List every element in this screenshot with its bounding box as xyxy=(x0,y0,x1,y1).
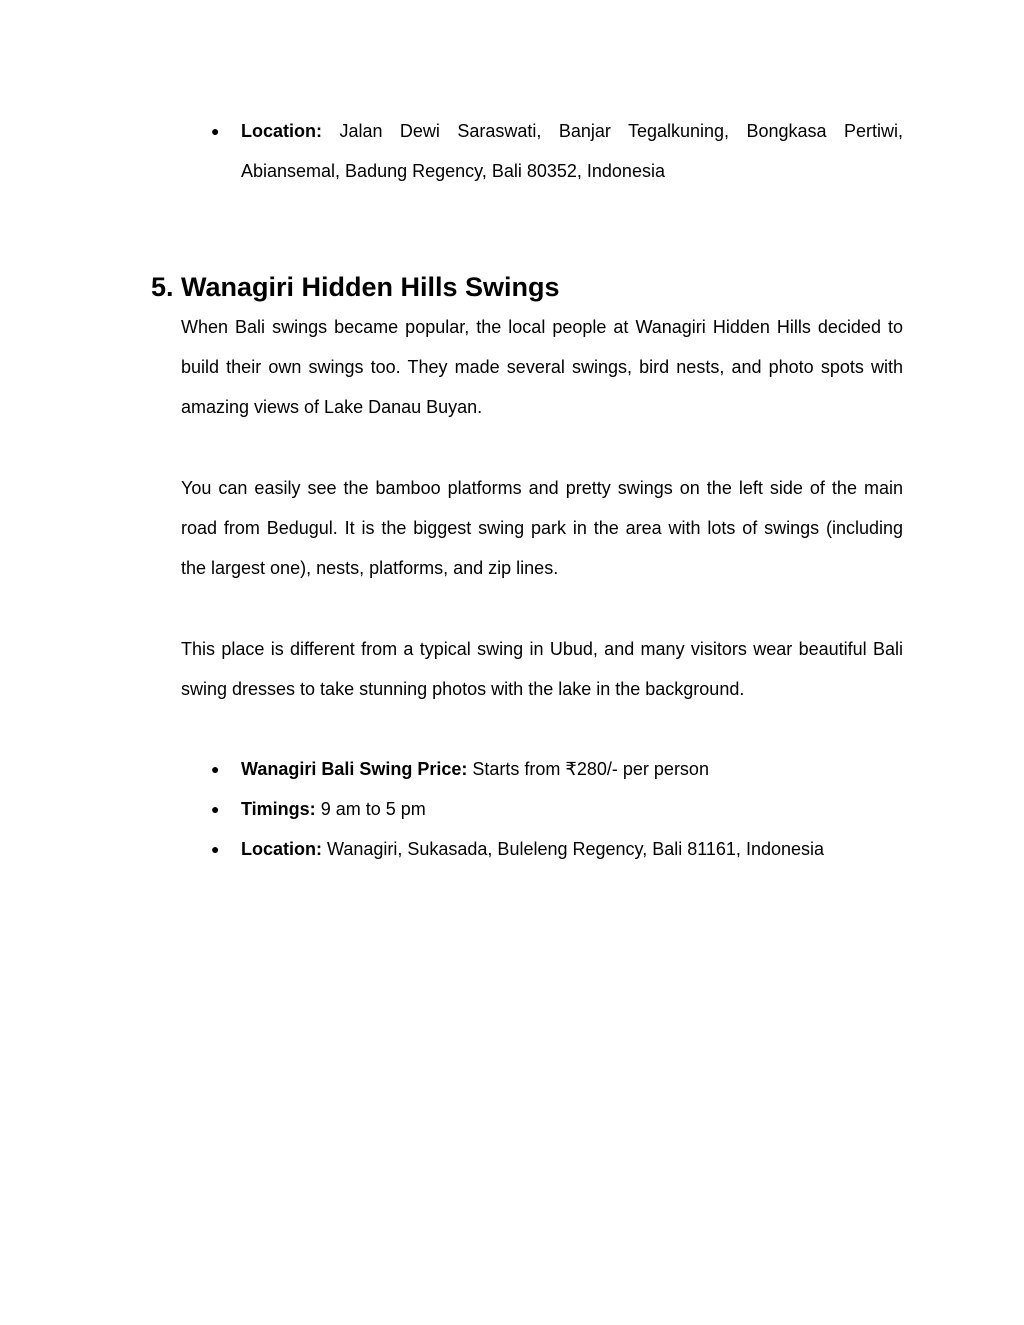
location-list-item xyxy=(211,111,903,191)
bullet-icon: ● xyxy=(211,801,220,817)
timings-text: 9 am to 5 pm xyxy=(320,799,426,819)
price-label: Wanagiri Bali Swing Price: xyxy=(241,759,468,779)
location-text: Wanagiri, Sukasada, Buleleng Regency, Bali 81161, Indonesia xyxy=(327,839,825,859)
timings-label: Timings: xyxy=(241,799,316,819)
bullet-icon: ● xyxy=(211,123,220,139)
section-details-list xyxy=(211,749,903,869)
bullet-icon: ● xyxy=(211,761,220,777)
timings-list-item xyxy=(211,789,903,829)
location-label: Location: xyxy=(241,839,322,859)
bullet-icon: ● xyxy=(211,841,220,857)
paragraph-intro: When Bali swings became popular, the local people at Wanagiri Hidden Hills decided to build their own swings too. They made several swings, bird nests, and photo spots with amazing views of Lake Danau Buyan. xyxy=(181,317,903,417)
location-label: Location: xyxy=(241,121,322,141)
previous-section-details-list xyxy=(211,111,903,191)
paragraph-description: You can easily see the bamboo platforms and pretty swings on the left side of the main road from Bedugul. It is the biggest swing park in the area with lots of swings (including the largest one), nests, platforms, and zip lines. xyxy=(181,478,903,578)
location-list-item xyxy=(211,829,903,869)
location-text: Jalan Dewi Saraswati, Banjar Tegalkuning, Bongkasa Pertiwi, Abiansemal, Badung Regency, Bali 80352, Indonesia xyxy=(241,121,903,181)
paragraph-visitors: This place is different from a typical swing in Ubud, and many visitors wear beautiful Bali swing dresses to take stunning photos with the lake in the background. xyxy=(181,639,903,699)
price-list-item xyxy=(211,749,903,789)
price-text: Starts from ₹280/- per person xyxy=(472,759,709,779)
section-heading: 5. Wanagiri Hidden Hills Swings xyxy=(151,272,560,302)
